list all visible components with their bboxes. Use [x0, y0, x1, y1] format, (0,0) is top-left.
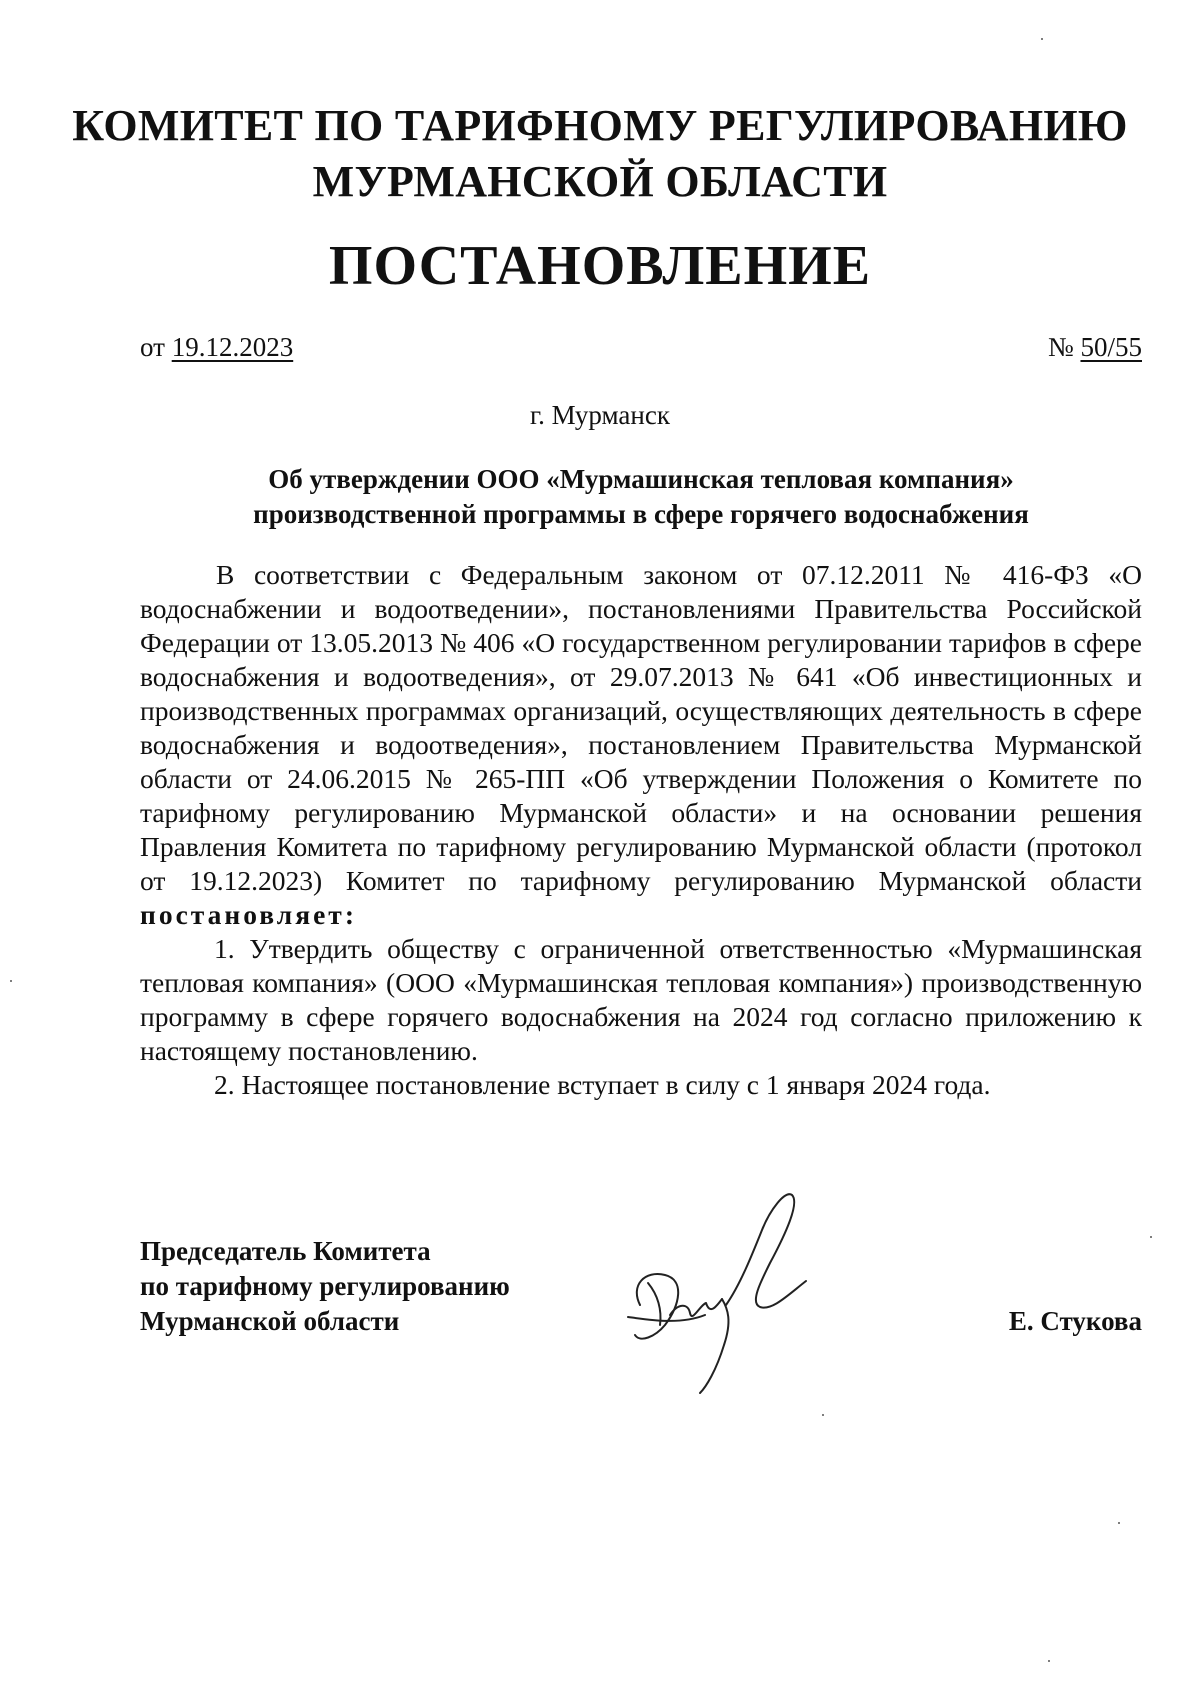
- resolves-word: постановляет:: [140, 899, 357, 930]
- date-prefix: от: [140, 332, 165, 362]
- position-line3: Мурманской области: [140, 1306, 400, 1336]
- date-value: 19.12.2023: [171, 332, 294, 362]
- scan-speck: [1118, 1522, 1120, 1524]
- resolution-item-2: 2. Настоящее постановление вступает в силу с 1 января 2024 года.: [214, 1069, 991, 1100]
- scan-speck: [822, 1414, 824, 1416]
- position-line1: Председатель Комитета: [140, 1236, 431, 1266]
- scan-speck: [10, 980, 12, 982]
- document-body: [140, 558, 1142, 1102]
- resolution-item-1: 1. Утвердить обществу с ограниченной ответственностью «Мурмашинская тепловая компания» (ООО «Мурмашинская тепловая компания») производственную программу в сфере горячего водоснабжения на 2024 год согласно приложению к настоящему постановлению.: [140, 933, 1142, 1066]
- document-type: ПОСТАНОВЛЕНИЕ: [328, 235, 872, 297]
- preamble-paragraph: [140, 558, 1142, 932]
- number-prefix: №: [1047, 332, 1074, 362]
- scan-speck: [1041, 38, 1043, 40]
- document-subject: [140, 462, 1142, 532]
- preamble-text: В соответствии с Федеральным законом от 07.12.2011 № 416-ФЗ «О водоснабжении и водоотведении», постановлениями Правительства Российской Федерации от 13.05.2013 № 406 «О государственном регулировании тарифов в сфере водоснабжения и водоотведения», от 29.07.2013 № 641 «Об инвестиционных и производственных программах организаций, осуществляющих деятельность в сфере водоснабжения и водоотведения», постановлением Правительства Мурманской области от 24.06.2015 № 265-ПП «Об утверждении Положения о Комитете по тарифному регулированию Мурманской области» и на основании решения Правления Комитета по тарифному регулированию Мурманской области (протокол от 19.12.2023) Комитет по тарифному регулированию Мурманской области: [140, 559, 1142, 896]
- committee-name-line2: МУРМАНСКОЙ ОБЛАСТИ: [312, 157, 888, 206]
- signatory-name: Е. Стукова: [1008, 1306, 1142, 1336]
- scan-speck: [1150, 1236, 1152, 1238]
- subject-line1: Об утверждении ООО «Мурмашинская тепловая компания»: [268, 464, 1014, 494]
- document-number: [1048, 330, 1142, 364]
- signatory-position: [140, 1234, 600, 1339]
- committee-name: [0, 98, 1200, 210]
- committee-name-line1: КОМИТЕТ ПО ТАРИФНОМУ РЕГУЛИРОВАНИЮ: [72, 101, 1128, 150]
- subject-line2: производственной программы в сфере горячего водоснабжения: [253, 499, 1029, 529]
- handwritten-signature-icon: [610, 1175, 840, 1405]
- number-value: 50/55: [1080, 332, 1142, 362]
- document-city: г. Мурманск: [530, 400, 670, 430]
- scan-speck: [1048, 1660, 1050, 1662]
- position-line2: по тарифному регулированию: [140, 1271, 510, 1301]
- document-date: [140, 330, 293, 364]
